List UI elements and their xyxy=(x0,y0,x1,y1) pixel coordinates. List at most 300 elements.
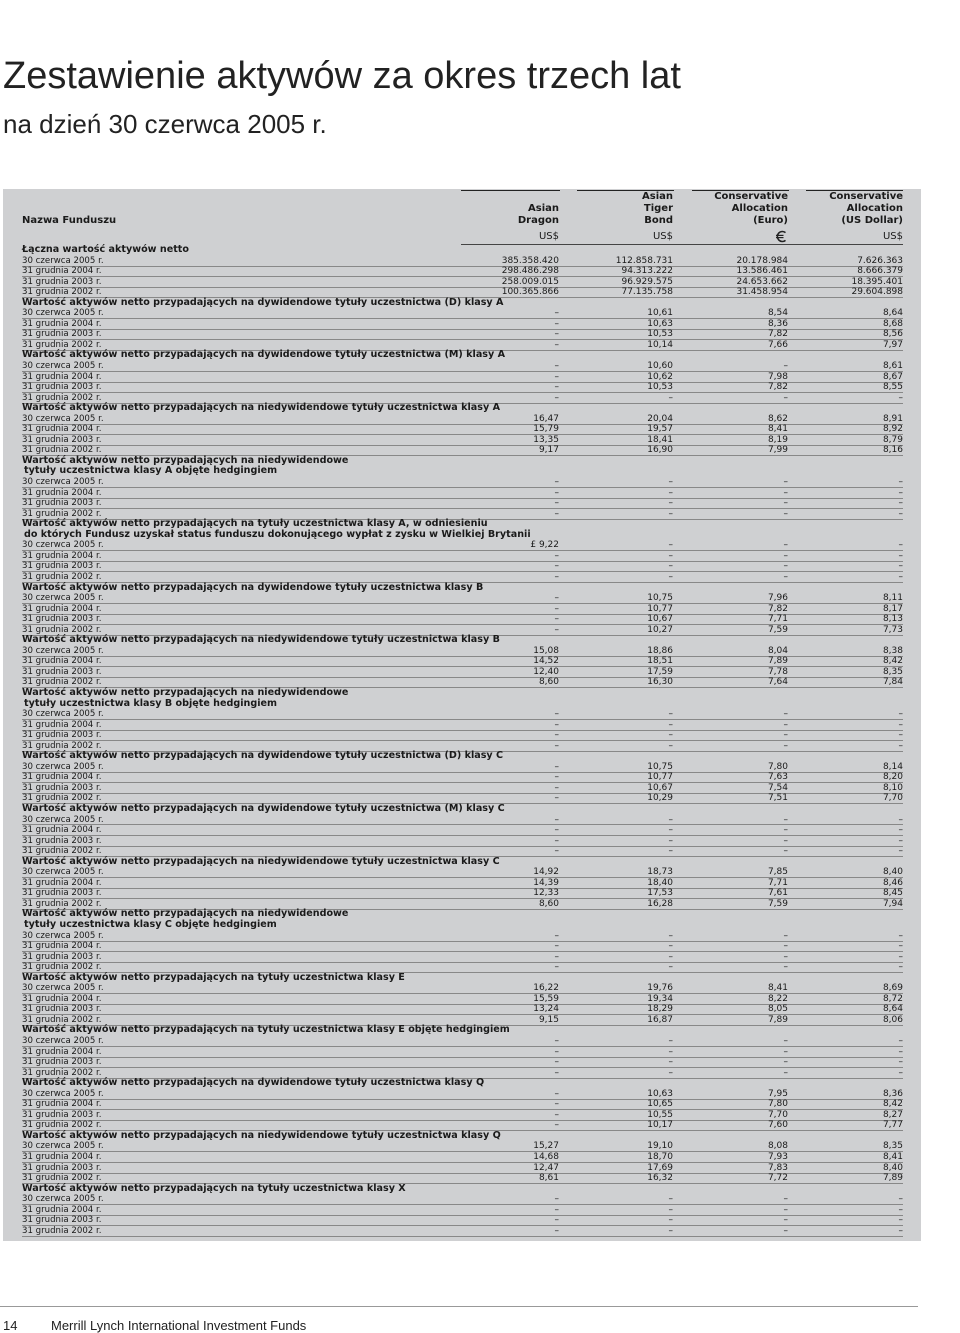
table-cell: – xyxy=(554,1046,559,1057)
table-cell: 7,93 xyxy=(767,1152,788,1163)
table-row xyxy=(3,256,921,267)
table-cell: – xyxy=(783,1057,788,1068)
table-cell: 7,66 xyxy=(767,339,788,350)
row-date: 30 czerwca 2005 r. xyxy=(22,709,104,720)
table-cell: 8,64 xyxy=(882,1004,903,1015)
row-date: 31 grudnia 2003 r. xyxy=(22,329,102,340)
table-cell: 12,47 xyxy=(533,1162,559,1173)
row-date: 30 czerwca 2005 r. xyxy=(22,814,104,825)
table-cell: 7,89 xyxy=(767,1014,788,1025)
table-cell: – xyxy=(783,730,788,741)
row-date: 30 czerwca 2005 r. xyxy=(22,645,104,656)
section-title: Wartość aktywów netto przypadających na dywidendowe tytuły uczestnictwa klasy B xyxy=(22,581,484,593)
table-cell: 7,54 xyxy=(767,782,788,793)
table-cell: 112.858.731 xyxy=(615,255,673,266)
section-header xyxy=(3,804,921,815)
table-cell: – xyxy=(783,740,788,751)
section-title: Wartość aktywów netto przypadających na dywidendowe tytuły uczestnictwa klasy Q xyxy=(22,1077,485,1089)
table-cell: – xyxy=(554,846,559,857)
table-cell: 10,75 xyxy=(647,761,673,772)
table-cell: – xyxy=(554,772,559,783)
table-cell: 8,61 xyxy=(882,361,903,372)
table-cell: 8,45 xyxy=(882,888,903,899)
table-row xyxy=(3,867,921,878)
table-cell: – xyxy=(783,550,788,561)
table-cell: 8,56 xyxy=(882,329,903,340)
table-cell: – xyxy=(783,709,788,720)
row-date: 30 czerwca 2005 r. xyxy=(22,413,104,424)
table-cell: – xyxy=(898,709,903,720)
table-cell: 7,89 xyxy=(767,656,788,667)
table-cell: – xyxy=(554,318,559,329)
table-row xyxy=(3,329,921,340)
table-cell: 9,17 xyxy=(538,445,559,456)
table-row xyxy=(3,709,921,720)
section-title: Wartość aktywów netto przypadających na niedywidendowe tytuły uczestnictwa klasy A objęte hedgingiem xyxy=(22,454,349,477)
table-row xyxy=(3,730,921,741)
table-cell: 14,52 xyxy=(533,656,559,667)
table-cell: 7,71 xyxy=(767,877,788,888)
table-cell: – xyxy=(783,1215,788,1226)
table-cell: 8,40 xyxy=(882,867,903,878)
row-date: 31 grudnia 2002 r. xyxy=(22,1225,102,1236)
table-cell: – xyxy=(668,941,673,952)
table-cell: – xyxy=(783,477,788,488)
section-header xyxy=(3,350,921,361)
table-row xyxy=(3,1215,921,1226)
table-cell: – xyxy=(668,846,673,857)
table-cell: – xyxy=(554,1204,559,1215)
table-cell: – xyxy=(898,1036,903,1047)
section-title: Wartość aktywów netto przypadających na tytuły uczestnictwa klasy E objęte hedgingiem xyxy=(22,1024,510,1036)
table-cell: – xyxy=(554,477,559,488)
table-cell: – xyxy=(554,962,559,973)
table-cell: – xyxy=(898,1194,903,1205)
table-row xyxy=(3,1163,921,1174)
table-cell: – xyxy=(783,561,788,572)
row-date: 30 czerwca 2005 r. xyxy=(22,477,104,488)
table-cell: – xyxy=(898,740,903,751)
table-cell: – xyxy=(668,814,673,825)
table-cell: 16,87 xyxy=(647,1014,673,1025)
table-cell: 7,61 xyxy=(767,888,788,899)
table-cell: 7,77 xyxy=(882,1120,903,1131)
row-date: 31 grudnia 2002 r. xyxy=(22,1014,102,1025)
row-date: 31 grudnia 2003 r. xyxy=(22,276,102,287)
table-cell: – xyxy=(668,1057,673,1068)
row-date: 31 grudnia 2004 r. xyxy=(22,266,102,277)
section-header xyxy=(3,973,921,984)
table-cell: 8,40 xyxy=(882,1162,903,1173)
table-cell: 18,51 xyxy=(647,656,673,667)
table-row xyxy=(3,477,921,488)
table-cell: 18,29 xyxy=(647,1004,673,1015)
table-cell: 8,13 xyxy=(882,614,903,625)
table-cell: 8,60 xyxy=(538,898,559,909)
table-cell: – xyxy=(554,835,559,846)
table-cell: 100.365.866 xyxy=(501,287,559,298)
table-row xyxy=(3,551,921,562)
row-date: 31 grudnia 2003 r. xyxy=(22,498,102,509)
page-subtitle: na dzień 30 czerwca 2005 r. xyxy=(3,109,327,139)
table-cell: – xyxy=(554,930,559,941)
table-cell: – xyxy=(554,308,559,319)
table-cell: – xyxy=(554,508,559,519)
table-cell: – xyxy=(554,1120,559,1131)
table-cell: 8,10 xyxy=(882,782,903,793)
table-row xyxy=(3,815,921,826)
table-cell: – xyxy=(898,487,903,498)
row-date: 30 czerwca 2005 r. xyxy=(22,1194,104,1205)
table-cell: – xyxy=(554,951,559,962)
row-date: 31 grudnia 2003 r. xyxy=(22,614,102,625)
table-cell: – xyxy=(554,624,559,635)
section-header xyxy=(3,456,921,477)
row-date: 31 grudnia 2002 r. xyxy=(22,898,102,909)
row-date: 30 czerwca 2005 r. xyxy=(22,930,104,941)
row-date: 31 grudnia 2004 r. xyxy=(22,993,102,1004)
footer-rule xyxy=(0,1306,918,1307)
section-title: Wartość aktywów netto przypadających na dywidendowe tytuły uczestnictwa (M) klasy A xyxy=(22,349,506,361)
table-cell: – xyxy=(554,392,559,403)
table-cell: 7,63 xyxy=(767,772,788,783)
table-cell: 8,06 xyxy=(882,1014,903,1025)
table-cell: – xyxy=(898,730,903,741)
table-cell: 10,29 xyxy=(647,793,673,804)
table-cell: – xyxy=(783,1225,788,1236)
table-row xyxy=(3,646,921,657)
table-cell: 7,94 xyxy=(882,898,903,909)
table-cell: 14,68 xyxy=(533,1152,559,1163)
table-cell: 8,41 xyxy=(767,983,788,994)
table-cell: – xyxy=(898,719,903,730)
table-row xyxy=(3,1099,921,1110)
table-cell: – xyxy=(668,1194,673,1205)
table-cell: – xyxy=(898,835,903,846)
column-header-asian-dragon: Asian Dragon xyxy=(517,203,559,227)
section-title: Łączna wartość aktywów netto xyxy=(22,244,189,255)
table-row xyxy=(3,1036,921,1047)
table-row xyxy=(3,931,921,942)
table-cell: 10,65 xyxy=(647,1099,673,1110)
table-cell: – xyxy=(898,550,903,561)
row-date: 31 grudnia 2002 r. xyxy=(22,339,102,350)
table-cell: 10,60 xyxy=(647,361,673,372)
table-cell: 7,95 xyxy=(767,1088,788,1099)
row-date: 31 grudnia 2002 r. xyxy=(22,740,102,751)
table-cell: 24.653.662 xyxy=(736,276,788,287)
table-cell: – xyxy=(668,487,673,498)
table-cell: – xyxy=(668,561,673,572)
table-cell: – xyxy=(783,1067,788,1078)
table-cell: 17,59 xyxy=(647,666,673,677)
table-row xyxy=(3,783,921,794)
table-row xyxy=(3,424,921,435)
row-date: 31 grudnia 2002 r. xyxy=(22,445,102,456)
table-cell: – xyxy=(554,1088,559,1099)
section-header xyxy=(3,1078,921,1089)
table-cell: 18.395.401 xyxy=(851,276,903,287)
row-date: 31 grudnia 2004 r. xyxy=(22,825,102,836)
table-cell: 8,11 xyxy=(882,593,903,604)
table-row xyxy=(3,540,921,551)
table-cell: – xyxy=(898,1225,903,1236)
table-cell: 10,75 xyxy=(647,593,673,604)
table-cell: – xyxy=(668,740,673,751)
row-date: 31 grudnia 2002 r. xyxy=(22,962,102,973)
table-row xyxy=(3,1205,921,1216)
table-cell: – xyxy=(554,339,559,350)
table-cell: 7,70 xyxy=(882,793,903,804)
table-cell: 15,27 xyxy=(533,1141,559,1152)
row-date: 31 grudnia 2002 r. xyxy=(22,287,102,298)
table-cell: – xyxy=(554,782,559,793)
table-cell: 8,42 xyxy=(882,656,903,667)
table-cell: 7,96 xyxy=(767,593,788,604)
table-cell: – xyxy=(668,477,673,488)
table-row xyxy=(3,878,921,889)
table-cell: 8,72 xyxy=(882,993,903,1004)
table-cell: 298.486.298 xyxy=(501,266,559,277)
row-date: 31 grudnia 2002 r. xyxy=(22,846,102,857)
table-cell: 8,05 xyxy=(767,1004,788,1015)
column-header-conservative-allocation-usd: Conservative Allocation (US Dollar) xyxy=(829,191,903,227)
row-date: 30 czerwca 2005 r. xyxy=(22,1036,104,1047)
table-cell: – xyxy=(783,719,788,730)
table-cell: – xyxy=(668,1067,673,1078)
table-cell: 385.358.420 xyxy=(501,255,559,266)
table-cell: 8,41 xyxy=(767,424,788,435)
table-cell: 7,82 xyxy=(767,382,788,393)
table-cell: 18,86 xyxy=(647,645,673,656)
table-cell: 16,32 xyxy=(647,1173,673,1184)
currency-label: US$ xyxy=(882,231,903,242)
table-cell: 7,59 xyxy=(767,624,788,635)
table-cell: – xyxy=(783,930,788,941)
section-title: Wartość aktywów netto przypadających na tytuły uczestnictwa klasy A, w odniesieniu do których Fundusz uzyskał status funduszu dokonującego wypłat z zysku w Wielkiej Brytanii xyxy=(22,518,531,540)
table-cell: 8,38 xyxy=(882,645,903,656)
table-cell: – xyxy=(668,962,673,973)
table-row xyxy=(3,825,921,836)
table-cell: 31.458.954 xyxy=(736,287,788,298)
row-date: 31 grudnia 2003 r. xyxy=(22,888,102,899)
table-cell: 10,17 xyxy=(647,1120,673,1131)
table-cell: – xyxy=(554,1067,559,1078)
table-cell: – xyxy=(783,951,788,962)
table-cell: – xyxy=(668,835,673,846)
table-cell: – xyxy=(898,477,903,488)
section-header xyxy=(3,403,921,414)
row-date: 30 czerwca 2005 r. xyxy=(22,540,104,551)
table-cell: 7,59 xyxy=(767,898,788,909)
row-date: 31 grudnia 2002 r. xyxy=(22,1173,102,1184)
table-row xyxy=(3,488,921,499)
table-cell: – xyxy=(668,1225,673,1236)
table-row xyxy=(3,667,921,678)
section-title: Wartość aktywów netto przypadających na niedywidendowe tytuły uczestnictwa klasy C xyxy=(22,855,500,867)
table-cell: 8,61 xyxy=(538,1173,559,1184)
table-cell: 8,17 xyxy=(882,603,903,614)
table-row xyxy=(3,498,921,509)
table-cell: 8,35 xyxy=(882,1141,903,1152)
table-cell: – xyxy=(898,1067,903,1078)
table-cell: – xyxy=(783,571,788,582)
table-cell: – xyxy=(783,487,788,498)
table-cell: 7,80 xyxy=(767,761,788,772)
table-cell: 17,69 xyxy=(647,1162,673,1173)
table-cell: 8,16 xyxy=(882,445,903,456)
row-date: 31 grudnia 2004 r. xyxy=(22,719,102,730)
row-date: 31 grudnia 2003 r. xyxy=(22,1162,102,1173)
table-cell: 13,35 xyxy=(533,434,559,445)
table-row xyxy=(3,941,921,952)
section-header xyxy=(3,1184,921,1195)
table-cell: – xyxy=(554,561,559,572)
table-cell: – xyxy=(668,540,673,551)
table-cell: – xyxy=(554,1194,559,1205)
table-cell: 15,08 xyxy=(533,645,559,656)
table-row xyxy=(3,1141,921,1152)
table-row xyxy=(3,762,921,773)
table-cell: 8,08 xyxy=(767,1141,788,1152)
table-cell: – xyxy=(554,498,559,509)
table-cell: 8,79 xyxy=(882,434,903,445)
table-cell: – xyxy=(898,498,903,509)
section-header xyxy=(3,688,921,709)
row-date: 30 czerwca 2005 r. xyxy=(22,361,104,372)
table-cell: 13.586.461 xyxy=(736,266,788,277)
table-row xyxy=(3,656,921,667)
row-date: 31 grudnia 2003 r. xyxy=(22,1057,102,1068)
table-cell: – xyxy=(898,508,903,519)
table-cell: – xyxy=(898,392,903,403)
section-header xyxy=(3,857,921,868)
section-title: Wartość aktywów netto przypadających na dywidendowe tytuły uczestnictwa (D) klasy A xyxy=(22,296,504,308)
table-cell: – xyxy=(554,371,559,382)
table-row xyxy=(3,319,921,330)
row-rule xyxy=(22,1236,903,1237)
section-title: Wartość aktywów netto przypadających na dywidendowe tytuły uczestnictwa (M) klasy C xyxy=(22,802,505,814)
table-cell: 7,99 xyxy=(767,445,788,456)
table-cell: 7,72 xyxy=(767,1173,788,1184)
row-date: 30 czerwca 2005 r. xyxy=(22,1141,104,1152)
table-cell: 8,46 xyxy=(882,877,903,888)
row-date: 31 grudnia 2004 r. xyxy=(22,1046,102,1057)
table-cell: 7,97 xyxy=(882,339,903,350)
table-cell: – xyxy=(668,508,673,519)
table-row xyxy=(3,572,921,583)
table-cell: – xyxy=(554,382,559,393)
table-cell: – xyxy=(783,1194,788,1205)
table-cell: 10,67 xyxy=(647,614,673,625)
table-body xyxy=(3,245,921,1236)
table-cell: 10,53 xyxy=(647,329,673,340)
row-date: 30 czerwca 2005 r. xyxy=(22,308,104,319)
table-cell: 7,89 xyxy=(882,1173,903,1184)
table-cell: 8,35 xyxy=(882,666,903,677)
table-row xyxy=(3,372,921,383)
page-title: Zestawienie aktywów za okres trzech lat xyxy=(3,55,681,97)
table-cell: 7,84 xyxy=(882,677,903,688)
table-cell: – xyxy=(898,1046,903,1057)
table-cell: 10,53 xyxy=(647,382,673,393)
table-cell: – xyxy=(783,498,788,509)
table-row xyxy=(3,720,921,731)
table-cell: 29.604.898 xyxy=(851,287,903,298)
table-cell: 16,90 xyxy=(647,445,673,456)
table-row xyxy=(3,593,921,604)
table-row xyxy=(3,414,921,425)
table-cell: – xyxy=(554,825,559,836)
table-cell: 17,53 xyxy=(647,888,673,899)
section-header xyxy=(3,635,921,646)
table-cell: 8,64 xyxy=(882,308,903,319)
table-cell: – xyxy=(668,392,673,403)
table-cell: – xyxy=(898,1215,903,1226)
table-cell: – xyxy=(554,593,559,604)
row-date: 31 grudnia 2004 r. xyxy=(22,941,102,952)
table-row xyxy=(3,1152,921,1163)
table-cell: – xyxy=(554,740,559,751)
table-cell: 14,39 xyxy=(533,877,559,888)
section-title: Wartość aktywów netto przypadających na tytuły uczestnictwa klasy E xyxy=(22,971,405,983)
row-date: 31 grudnia 2003 r. xyxy=(22,951,102,962)
row-date: 31 grudnia 2003 r. xyxy=(22,730,102,741)
row-date: 31 grudnia 2004 r. xyxy=(22,656,102,667)
table-cell: 19,57 xyxy=(647,424,673,435)
table-cell: 18,40 xyxy=(647,877,673,888)
row-date: 31 grudnia 2004 r. xyxy=(22,877,102,888)
section-title: Wartość aktywów netto przypadających na niedywidendowe tytuły uczestnictwa klasy B objęte hedgingiem xyxy=(22,686,349,709)
table-cell: 7,73 xyxy=(882,624,903,635)
table-cell: – xyxy=(783,835,788,846)
euro-icon xyxy=(775,230,788,243)
row-date: 31 grudnia 2002 r. xyxy=(22,1120,102,1131)
table-cell: 20.178.984 xyxy=(736,255,788,266)
table-cell: 10,67 xyxy=(647,782,673,793)
table-cell: 16,47 xyxy=(533,413,559,424)
section-header xyxy=(3,751,921,762)
row-date: 31 grudnia 2002 r. xyxy=(22,1067,102,1078)
table-cell: – xyxy=(783,1204,788,1215)
table-cell: – xyxy=(554,1036,559,1047)
table-cell: 12,40 xyxy=(533,666,559,677)
table-cell: 8,42 xyxy=(882,1099,903,1110)
table-cell: 7,60 xyxy=(767,1120,788,1131)
table-cell: 8,62 xyxy=(767,413,788,424)
table-cell: 13,24 xyxy=(533,1004,559,1015)
table-cell: 7,85 xyxy=(767,867,788,878)
table-cell: – xyxy=(554,1057,559,1068)
table-cell: – xyxy=(898,814,903,825)
table-row xyxy=(3,435,921,446)
table-cell: 8,19 xyxy=(767,434,788,445)
table-cell: 20,04 xyxy=(647,413,673,424)
table-row xyxy=(3,983,921,994)
table-cell: – xyxy=(668,550,673,561)
table-cell: 8,67 xyxy=(882,371,903,382)
row-date: 31 grudnia 2002 r. xyxy=(22,677,102,688)
table-cell: – xyxy=(554,571,559,582)
row-date: 31 grudnia 2004 r. xyxy=(22,318,102,329)
table-cell: – xyxy=(898,1204,903,1215)
row-date: 31 grudnia 2004 r. xyxy=(22,772,102,783)
table-cell: – xyxy=(554,1225,559,1236)
table-cell: 15,79 xyxy=(533,424,559,435)
row-date: 31 grudnia 2002 r. xyxy=(22,624,102,635)
table-cell: – xyxy=(554,730,559,741)
table-row xyxy=(3,994,921,1005)
